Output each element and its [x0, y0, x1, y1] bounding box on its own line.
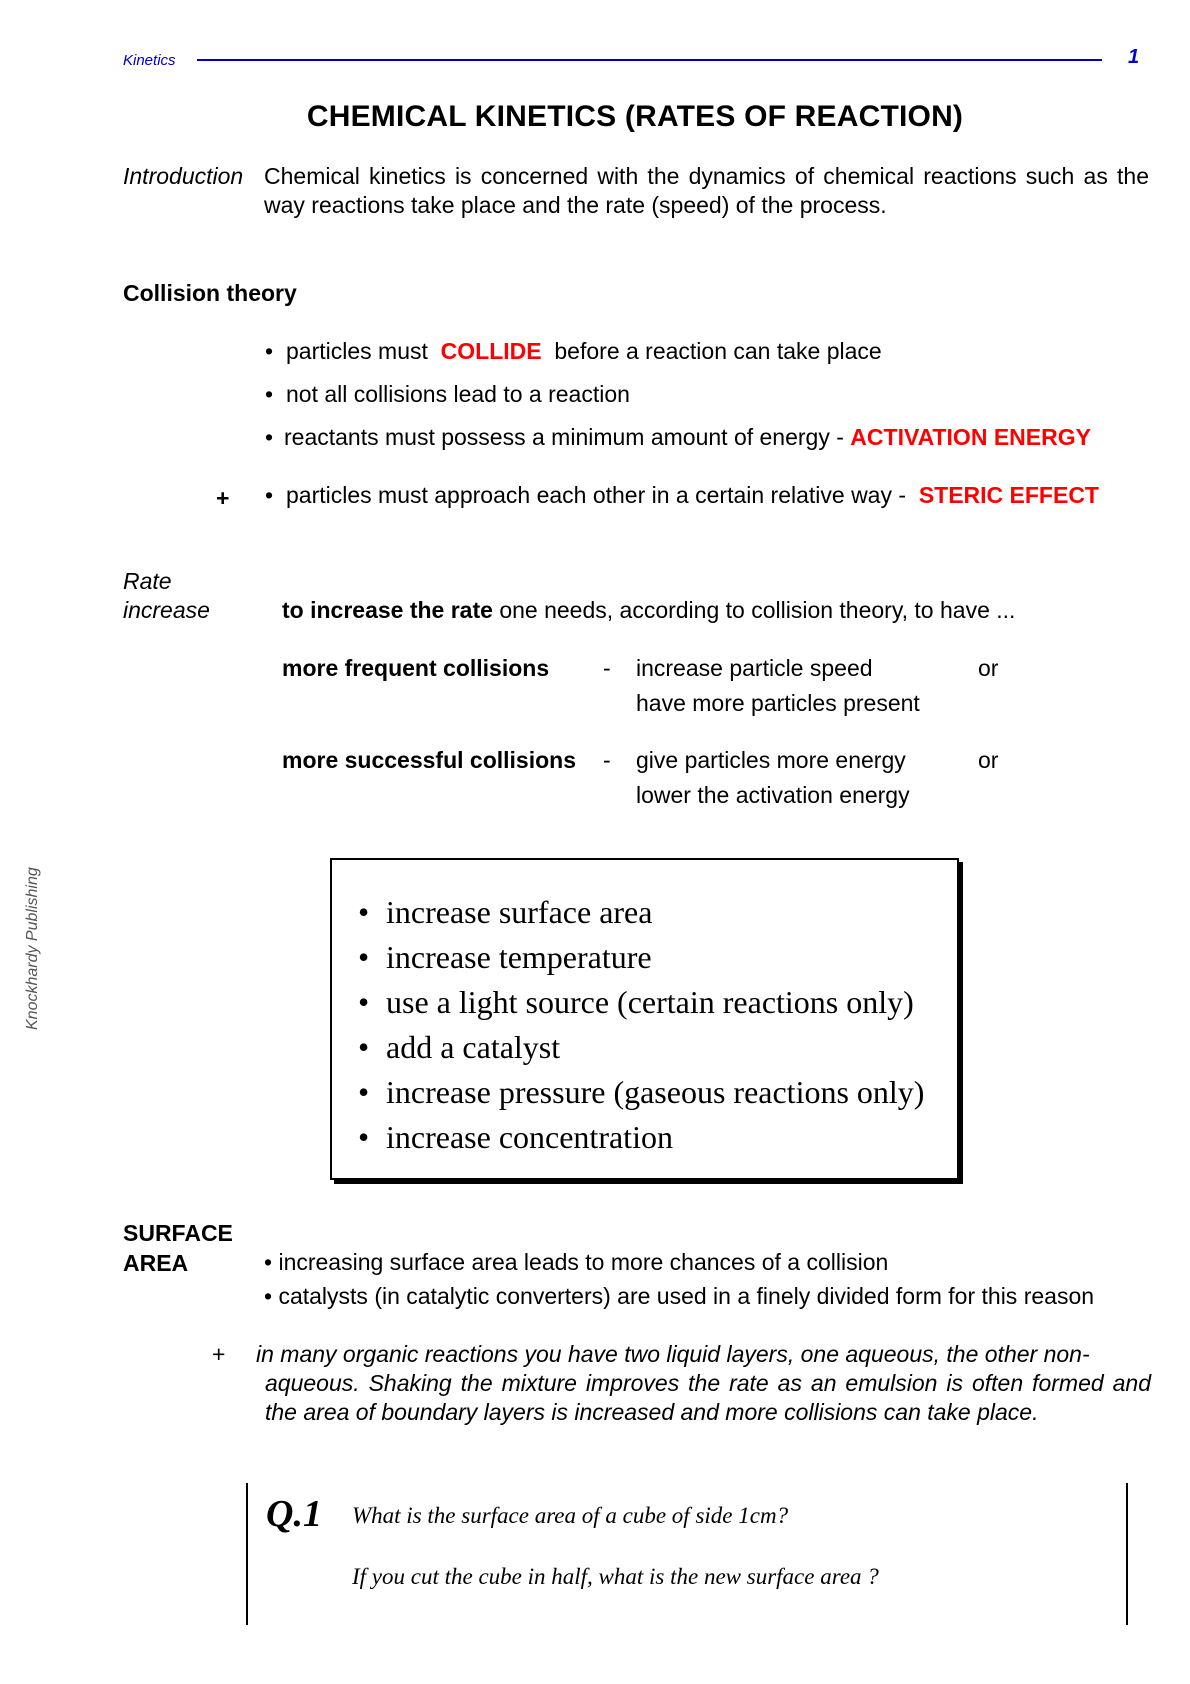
method-text: increase concentration [386, 1119, 673, 1155]
frequent-or: or [978, 655, 999, 681]
method-item: • increase pressure (gaseous reactions only) [358, 1074, 925, 1110]
question-left-rule [246, 1483, 248, 1625]
bullet-text: increasing surface area leads to more chances of a collision [278, 1249, 889, 1275]
rate-label-line2: increase [123, 597, 210, 623]
bullet-text: reactants must possess a minimum amount of energy - [284, 424, 844, 450]
organic-note-line1: in many organic reactions you have two liquid layers, one aqueous, the other non- [256, 1341, 1090, 1367]
collision-bullet [265, 381, 630, 408]
collision-bullet [265, 482, 1099, 509]
bullet-text: particles must [286, 338, 428, 364]
frequent-line1: increase particle speed [636, 655, 873, 681]
method-item: • use a light source (certain reactions only) [358, 984, 914, 1020]
successful-or: or [978, 747, 999, 773]
page-title: CHEMICAL KINETICS (RATES OF REACTION) [306, 100, 964, 133]
bullet-dot: • [265, 338, 274, 364]
surface-area-label-line1: SURFACE [123, 1220, 233, 1246]
header-rule [197, 59, 1102, 61]
intro-text: Chemical kinetics is concerned with the dynamics of chemical reactions such as the way reactions take place and the rate (speed) of the process. [264, 163, 1149, 218]
successful-line2: lower the activation energy [636, 782, 910, 808]
method-text: use a light source (certain reactions only) [386, 984, 914, 1020]
collision-bullet [265, 424, 1091, 451]
activation-energy-highlight: ACTIVATION ENERGY [850, 424, 1091, 450]
method-text: increase surface area [386, 894, 653, 930]
surface-area-label-line2: AREA [123, 1250, 189, 1276]
question-right-rule [1126, 1483, 1128, 1625]
collision-theory-heading: Collision theory [123, 280, 297, 306]
question-line2: If you cut the cube in half, what is the new surface area ? [352, 1564, 879, 1589]
method-text: add a catalyst [386, 1029, 561, 1065]
method-item: • increase concentration [358, 1119, 673, 1155]
method-text: increase temperature [386, 939, 652, 975]
methods-list [358, 890, 924, 1160]
method-text: increase pressure (gaseous reactions only) [386, 1074, 925, 1110]
successful-line1: give particles more energy [636, 747, 906, 773]
bullet-text: catalysts (in catalytic converters) are used in a finely divided form for this reason [278, 1283, 1095, 1309]
row-dash: - [603, 747, 611, 773]
bullet-dot: • [264, 1249, 273, 1275]
bullet-text: particles must approach each other in a certain relative way - [286, 482, 907, 508]
bullet-dot: • [265, 381, 274, 407]
question-label: Q.1 [266, 1493, 322, 1535]
organic-note-rest: aqueous. Shaking the mixture improves the rate as an emulsion is often formed and the area of boundary layers is increased and more collisions can take place. [265, 1370, 1151, 1425]
bullet-dot: • [265, 482, 274, 508]
plus-marker: + [212, 1341, 226, 1367]
steric-effect-highlight: STERIC EFFECT [918, 482, 1099, 508]
collision-bullet [265, 338, 882, 365]
page-number: 1 [1128, 46, 1140, 68]
bullet-text: not all collisions lead to a reaction [286, 381, 630, 407]
successful-collisions-heading: more successful collisions [282, 747, 577, 773]
frequent-collisions-heading: more frequent collisions [282, 655, 550, 681]
rate-intro [282, 596, 1015, 625]
surface-area-bullet [264, 1282, 1094, 1311]
publisher-watermark: Knockhardy Publishing [24, 867, 41, 1030]
header-section-label: Kinetics [123, 52, 176, 69]
frequent-line2: have more particles present [636, 690, 920, 716]
row-dash: - [603, 655, 611, 681]
collide-highlight: COLLIDE [440, 338, 542, 364]
question-line1: What is the surface area of a cube of side 1cm? [352, 1503, 789, 1528]
plus-marker: + [216, 485, 230, 511]
methods-box [330, 858, 959, 1180]
bullet-text: before a reaction can take place [554, 338, 882, 364]
organic-note [256, 1340, 1151, 1427]
rate-intro-bold: to increase the rate [282, 597, 493, 623]
intro-label: Introduction [123, 163, 244, 189]
bullet-dot: • [264, 1283, 273, 1309]
method-item: • add a catalyst [358, 1029, 561, 1065]
method-item: • increase temperature [358, 939, 652, 975]
bullet-dot: • [265, 424, 274, 450]
rate-label-line1: Rate [123, 568, 172, 594]
surface-area-bullet [264, 1248, 888, 1277]
rate-intro-rest: one needs, according to collision theory, to have ... [499, 597, 1016, 623]
method-item: • increase surface area [358, 894, 653, 930]
